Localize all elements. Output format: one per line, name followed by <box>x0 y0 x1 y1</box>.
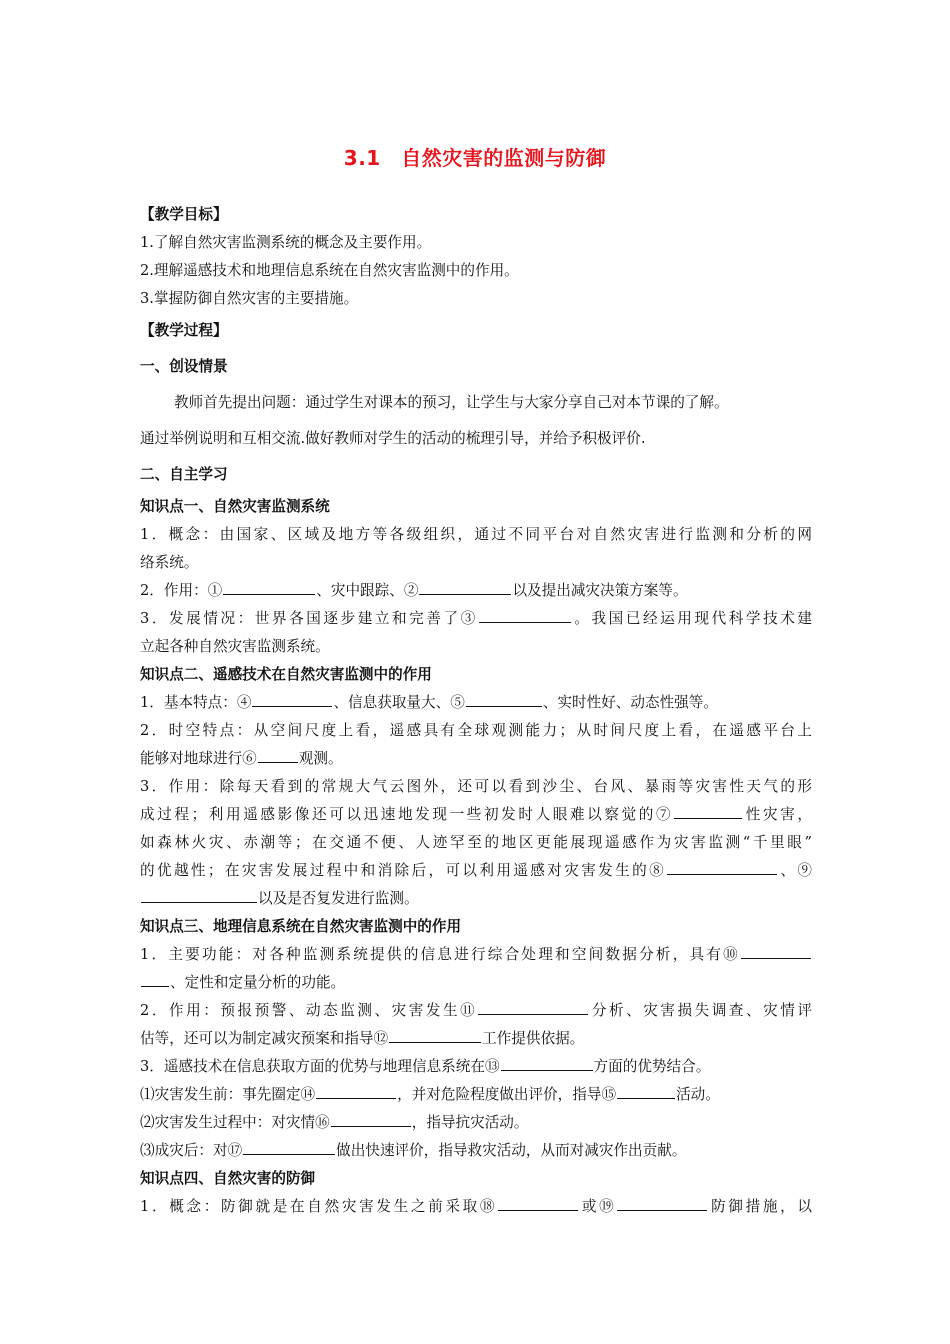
paragraph: 3．发展情况：世界各国逐步建立和完善了③ 。我国已经运用现代科学技术建 <box>140 605 812 633</box>
paragraph: ⑴灾害发生前：事先圈定⑭ ，并对危险程度做出评价，指导⑮ 活动。 <box>140 1081 812 1109</box>
answer-blank <box>258 746 298 763</box>
paragraph: ⑶成灾后：对⑰ 做出快速评价，指导救灾活动，从而对减灾作出贡献。 <box>140 1137 812 1165</box>
answer-blank <box>243 1138 335 1155</box>
knowledge-point-heading: 知识点一、自然灾害监测系统 <box>140 498 330 515</box>
answer-blank <box>478 998 588 1015</box>
objective-item: 2.理解遥感技术和地理信息系统在自然灾害监测中的作用。 <box>140 262 519 279</box>
section-heading: 二、自主学习 <box>140 466 228 483</box>
paragraph: 估等，还可以为制定减灾预案和指导⑫ 工作提供依据。 <box>140 1025 812 1053</box>
knowledge-point-heading: 知识点二、遥感技术在自然灾害监测中的作用 <box>140 666 432 683</box>
answer-blank <box>252 690 332 707</box>
paragraph: 立起各种自然灾害监测系统。 <box>140 638 330 655</box>
answer-blank <box>498 1194 578 1211</box>
paragraph: 能够对地球进行⑥ 观测。 <box>140 745 812 773</box>
answer-blank <box>617 1194 707 1211</box>
answer-blank <box>466 690 542 707</box>
paragraph: 1．概念：防御就是在自然灾害发生之前采取⑱ 或⑲ 防御措施，以 <box>140 1193 812 1221</box>
objectives-heading: 【教学目标】 <box>140 206 228 223</box>
paragraph: 如森林火灾、赤潮等；在交通不便、人迹罕至的地区更能展现遥感作为灾害监测“千里眼” <box>140 834 812 851</box>
paragraph: 1．主要功能：对各种监测系统提供的信息进行综合处理和空间数据分析，具有⑩ <box>140 941 812 969</box>
knowledge-point-heading: 知识点三、地理信息系统在自然灾害监测中的作用 <box>140 918 462 935</box>
objective-item: 1.了解自然灾害监测系统的概念及主要作用。 <box>140 234 432 251</box>
answer-blank <box>501 1054 593 1071</box>
answer-blank <box>674 802 742 819</box>
answer-blank <box>389 1026 481 1043</box>
paragraph: 2．时空特点：从空间尺度上看，遥感具有全球观测能力；从时间尺度上看，在遥感平台上 <box>140 722 812 739</box>
paragraph: ⑵灾害发生过程中：对灾情⑯ ，指导抗灾活动。 <box>140 1109 812 1137</box>
paragraph: 3．作用：除每天看到的常规大气云图外，还可以看到沙尘、台风、暴雨等灾害性天气的形 <box>140 778 812 795</box>
paragraph: 1．概念：由国家、区域及地方等各级组织，通过不同平台对自然灾害进行监测和分析的网 <box>140 526 812 543</box>
process-heading: 【教学过程】 <box>140 322 228 339</box>
paragraph: 、定性和定量分析的功能。 <box>140 969 812 997</box>
document-body <box>140 201 812 1221</box>
paragraph: 以及是否复发进行监测。 <box>140 885 812 913</box>
page-title: 3.1 自然灾害的监测与防御 <box>343 146 607 170</box>
paragraph: 成过程；利用遥感影像还可以迅速地发现一些初发时人眼难以察觉的⑦ 性灾害， <box>140 801 812 829</box>
paragraph: 通过举例说明和互相交流.做好教师对学生的活动的梳理引导，并给予积极评价. <box>140 430 646 447</box>
answer-blank <box>419 578 511 595</box>
paragraph: 教师首先提出问题：通过学生对课本的预习，让学生与大家分享自己对本节课的了解。 <box>174 394 729 411</box>
paragraph: 3．遥感技术在信息获取方面的优势与地理信息系统在⑬ 方面的优势结合。 <box>140 1053 812 1081</box>
paragraph: 的优越性；在灾害发展过程中和消除后，可以利用遥感对灾害发生的⑧ 、⑨ <box>140 857 812 885</box>
answer-blank <box>667 858 777 875</box>
answer-blank <box>141 886 257 903</box>
paragraph: 络系统。 <box>140 554 199 571</box>
paragraph: 2．作用：① 、灾中跟踪、② 以及提出减灾决策方案等。 <box>140 577 812 605</box>
paragraph: 1．基本特点：④ 、信息获取量大、⑤ 、实时性好、动态性强等。 <box>140 689 812 717</box>
answer-blank <box>141 970 169 987</box>
objective-item: 3.掌握防御自然灾害的主要措施。 <box>140 290 359 307</box>
paragraph: 2．作用：预报预警、动态监测、灾害发生⑪ 分析、灾害损失调查、灾情评 <box>140 997 812 1025</box>
answer-blank <box>617 1082 675 1099</box>
answer-blank <box>741 942 811 959</box>
answer-blank <box>223 578 315 595</box>
answer-blank <box>331 1110 411 1127</box>
section-heading: 一、创设情景 <box>140 358 228 375</box>
knowledge-point-heading: 知识点四、自然灾害的防御 <box>140 1170 316 1187</box>
answer-blank <box>479 606 571 623</box>
answer-blank <box>316 1082 396 1099</box>
